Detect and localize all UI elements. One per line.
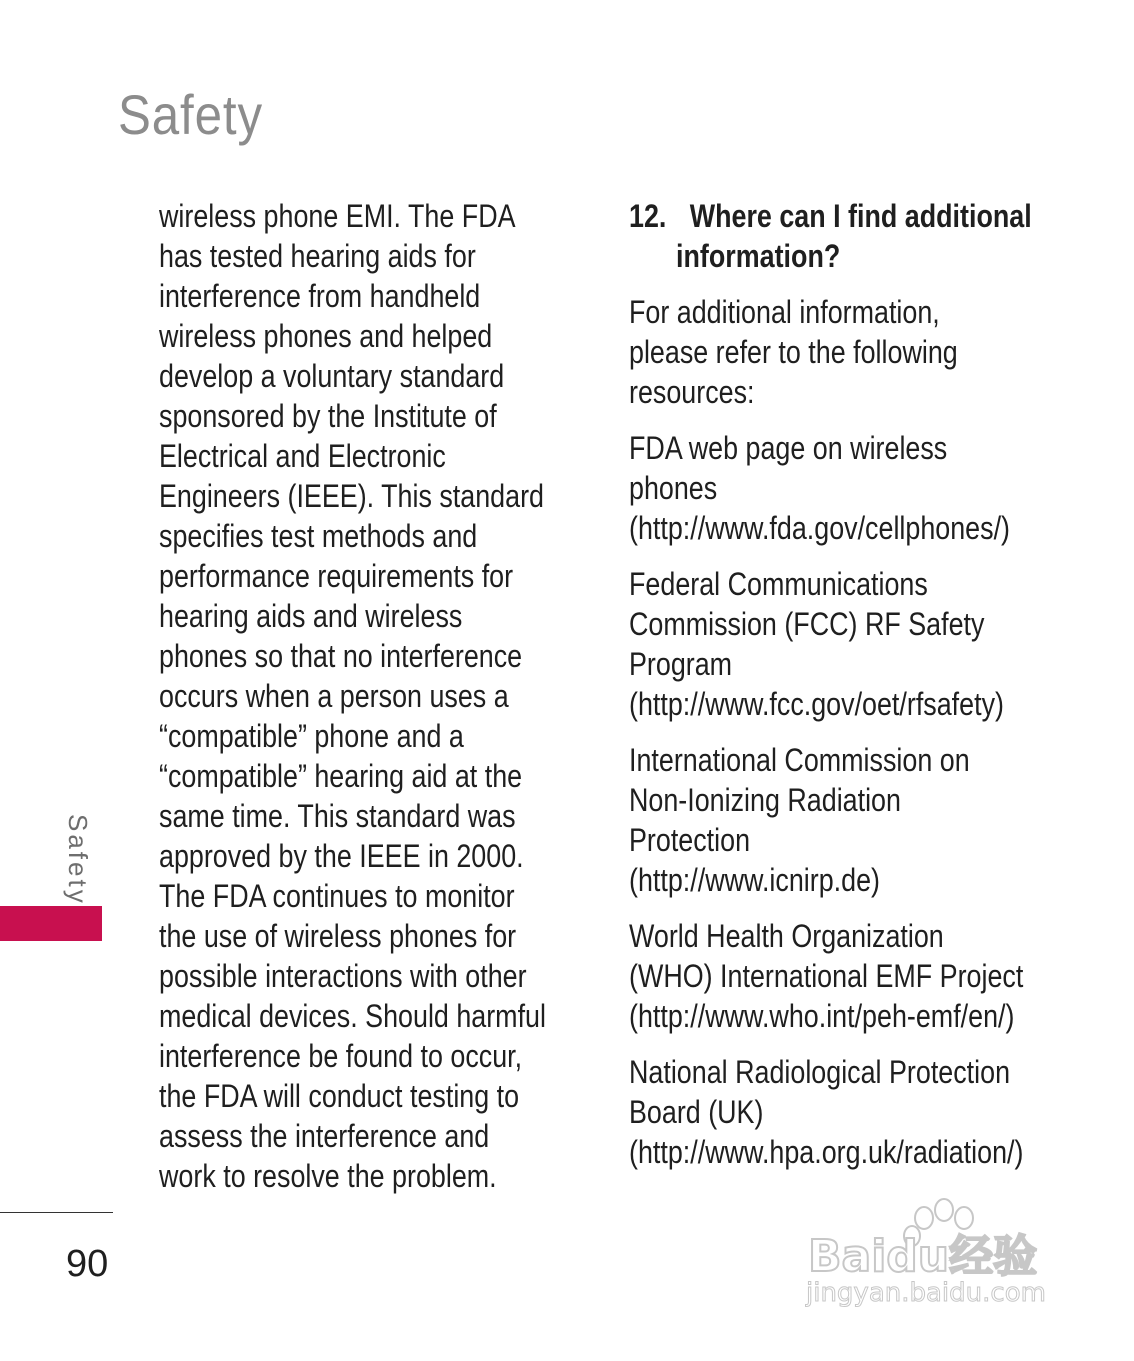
question-text-line: information? (676, 238, 841, 274)
resource-line: Commission (FCC) RF Safety (629, 606, 985, 642)
intro-line: please refer to the following (629, 334, 958, 370)
resource-url[interactable]: (http://www.icnirp.de) (629, 862, 880, 898)
body-line: has tested hearing aids for (159, 238, 476, 274)
resource-who (629, 916, 1032, 1036)
resource-nrpb (629, 1052, 1032, 1172)
body-line: medical devices. Should harmful (159, 998, 546, 1034)
page-title: Safety (118, 83, 263, 146)
resource-url[interactable]: (http://www.hpa.org.uk/radiation/) (629, 1134, 1024, 1170)
left-column-text (159, 196, 579, 1196)
side-tab-label: Safety (63, 814, 93, 906)
body-line: specifies test methods and (159, 518, 478, 554)
resource-fda (629, 428, 1032, 548)
resource-url[interactable]: (http://www.fcc.gov/oet/rfsafety) (629, 686, 1004, 722)
resource-fcc (629, 564, 1032, 724)
body-line: wireless phones and helped (159, 318, 493, 354)
resource-line: International Commission on (629, 742, 970, 778)
right-column-text (629, 196, 1099, 1188)
resource-url[interactable]: (http://www.fda.gov/cellphones/) (629, 510, 1010, 546)
body-line: “compatible” phone and a (159, 718, 464, 754)
body-line: phones so that no interference (159, 638, 523, 674)
resource-line: Non-Ionizing Radiation (629, 782, 901, 818)
body-line: interference from handheld (159, 278, 481, 314)
body-line: interference be found to occur, (159, 1038, 523, 1074)
side-tab-marker (0, 906, 102, 941)
body-line: assess the interference and (159, 1118, 490, 1154)
body-line: Engineers (IEEE). This standard (159, 478, 544, 514)
resource-line: National Radiological Protection (629, 1054, 1011, 1090)
intro-paragraph (629, 292, 1032, 412)
body-line: work to resolve the problem. (159, 1158, 497, 1194)
page-number: 90 (66, 1243, 109, 1285)
watermark-url: jingyan.baidu.com (806, 1278, 1046, 1308)
resource-line: FDA web page on wireless (629, 430, 948, 466)
resource-line: phones (629, 470, 718, 506)
watermark-brand: Baidu经验 (808, 1231, 1038, 1282)
body-line: The FDA continues to monitor (159, 878, 515, 914)
body-line: wireless phone EMI. The FDA (159, 198, 516, 234)
resource-line: Board (UK) (629, 1094, 764, 1130)
footer-divider (0, 1212, 113, 1213)
resource-line: Federal Communications (629, 566, 928, 602)
body-line: the use of wireless phones for (159, 918, 517, 954)
body-line: same time. This standard was (159, 798, 516, 834)
body-line: sponsored by the Institute of (159, 398, 497, 434)
intro-line: For additional information, (629, 294, 940, 330)
body-line: performance requirements for (159, 558, 514, 594)
body-line: Electrical and Electronic (159, 438, 446, 474)
body-line: possible interactions with other (159, 958, 527, 994)
body-line: develop a voluntary standard (159, 358, 505, 394)
resource-line: Program (629, 646, 733, 682)
question-heading (629, 196, 1032, 276)
resource-line: World Health Organization (629, 918, 944, 954)
baidu-watermark (800, 1190, 1070, 1320)
body-line: the FDA will conduct testing to (159, 1078, 520, 1114)
intro-line: resources: (629, 374, 755, 410)
resource-url[interactable]: (http://www.who.int/peh-emf/en/) (629, 998, 1015, 1034)
body-line: occurs when a person uses a (159, 678, 509, 714)
body-line: approved by the IEEE in 2000. (159, 838, 524, 874)
body-line: hearing aids and wireless (159, 598, 463, 634)
body-line: “compatible” hearing aid at the (159, 758, 523, 794)
resource-icnirp (629, 740, 1032, 900)
resource-line: (WHO) International EMF Project (629, 958, 1024, 994)
question-number: 12. (629, 198, 667, 234)
resource-line: Protection (629, 822, 751, 858)
question-text-line: Where can I find additional (689, 198, 1032, 234)
